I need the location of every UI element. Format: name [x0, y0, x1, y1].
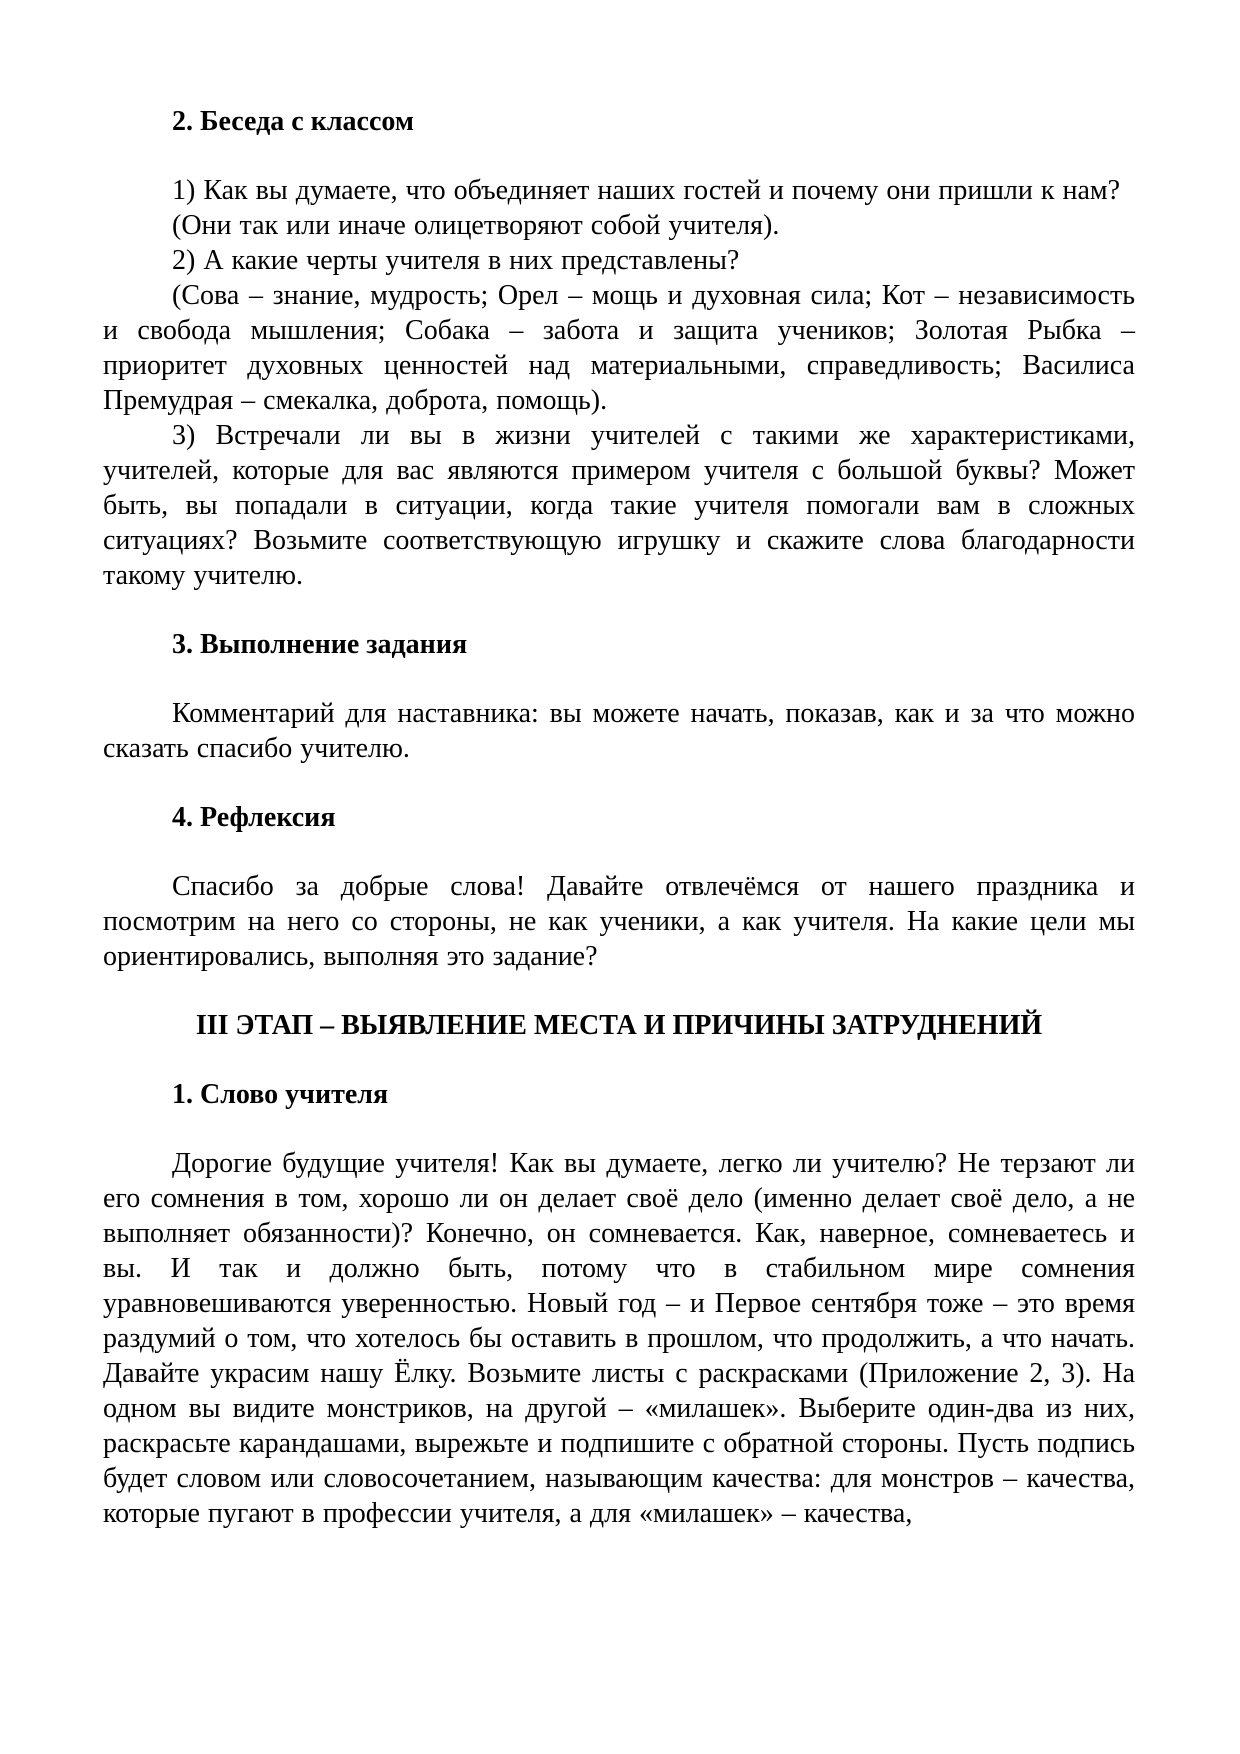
paragraph-answer-1: (Они так или иначе олицетворяют собой учителя).: [172, 210, 780, 241]
paragraph-question-2: 2) А какие черты учителя в них представлены?: [172, 245, 740, 276]
paragraph-question-1: 1) Как вы думаете, что объединяет наших гостей и почему они пришли к нам?: [172, 175, 1121, 206]
section-heading-stage-3: III ЭТАП – ВЫЯВЛЕНИЕ МЕСТА И ПРИЧИНЫ ЗАТРУДНЕНИЙ: [195, 1010, 1043, 1041]
paragraph-reflection-text: Спасибо за добрые слова! Давайте отвлечёмся от нашего праздника и посмотрим на него со стороны, не как ученики, а как учителя. На какие цели мы ориентировались, выполняя это задание?: [103, 871, 1135, 972]
heading-reflection: 4. Рефлексия: [172, 802, 336, 833]
heading-teacher-word: 1. Слово учителя: [172, 1079, 389, 1110]
paragraph-question-3: 3) Встречали ли вы в жизни учителей с такими же характеристиками, учителей, которые для вас являются примером учителя с большой буквы? Может быть, вы попадали в ситуации, когда такие учителя помогали вам в сложных ситуациях? Возьмите соответствующую игрушку и скажите слова благодарности такому учителю.: [103, 420, 1135, 591]
heading-conversation-with-class: 2. Беседа с классом: [172, 106, 414, 137]
paragraph-mentor-comment: Комментарий для наставника: вы можете начать, показав, как и за что можно сказать спасибо учителю.: [103, 698, 1135, 764]
paragraph-answer-2: (Сова – знание, мудрость; Орел – мощь и духовная сила; Кот – независимость и свобода мышления; Собака – забота и защита учеников; Золотая Рыбка – приоритет духовных ценностей над материальными, справедливость; Василиса Премудрая – смекалка, доброта, помощь).: [103, 280, 1135, 416]
paragraph-teacher-word-text: Дорогие будущие учителя! Как вы думаете, легко ли учителю? Не терзают ли его сомнения в том, хорошо ли он делает своё дело (именно делает своё дело, а не выполняет обязанности)? Конечно, он сомневается. Как, наверное, сомневаетесь и вы. И так и должно быть, потому что в стабильном мире сомнения уравновешиваются уверенностью. Новый год – и Первое сентября тоже – это время раздумий о том, что хотелось бы оставить в прошлом, что продолжить, а что начать. Давайте украсим нашу Ёлку. Возьмите листы с раскрасками (Приложение 2, 3). На одном вы видите монстриков, на другой – «милашек». Выберите один-два из них, раскрасьте карандашами, вырежьте и подпишите с обратной стороны. Пусть подпись будет словом или словосочетанием, называющим качества: для монстров – качества, которые пугают в профессии учителя, а для «милашек» – качества,: [103, 1148, 1135, 1529]
heading-task-execution: 3. Выполнение задания: [172, 629, 468, 660]
